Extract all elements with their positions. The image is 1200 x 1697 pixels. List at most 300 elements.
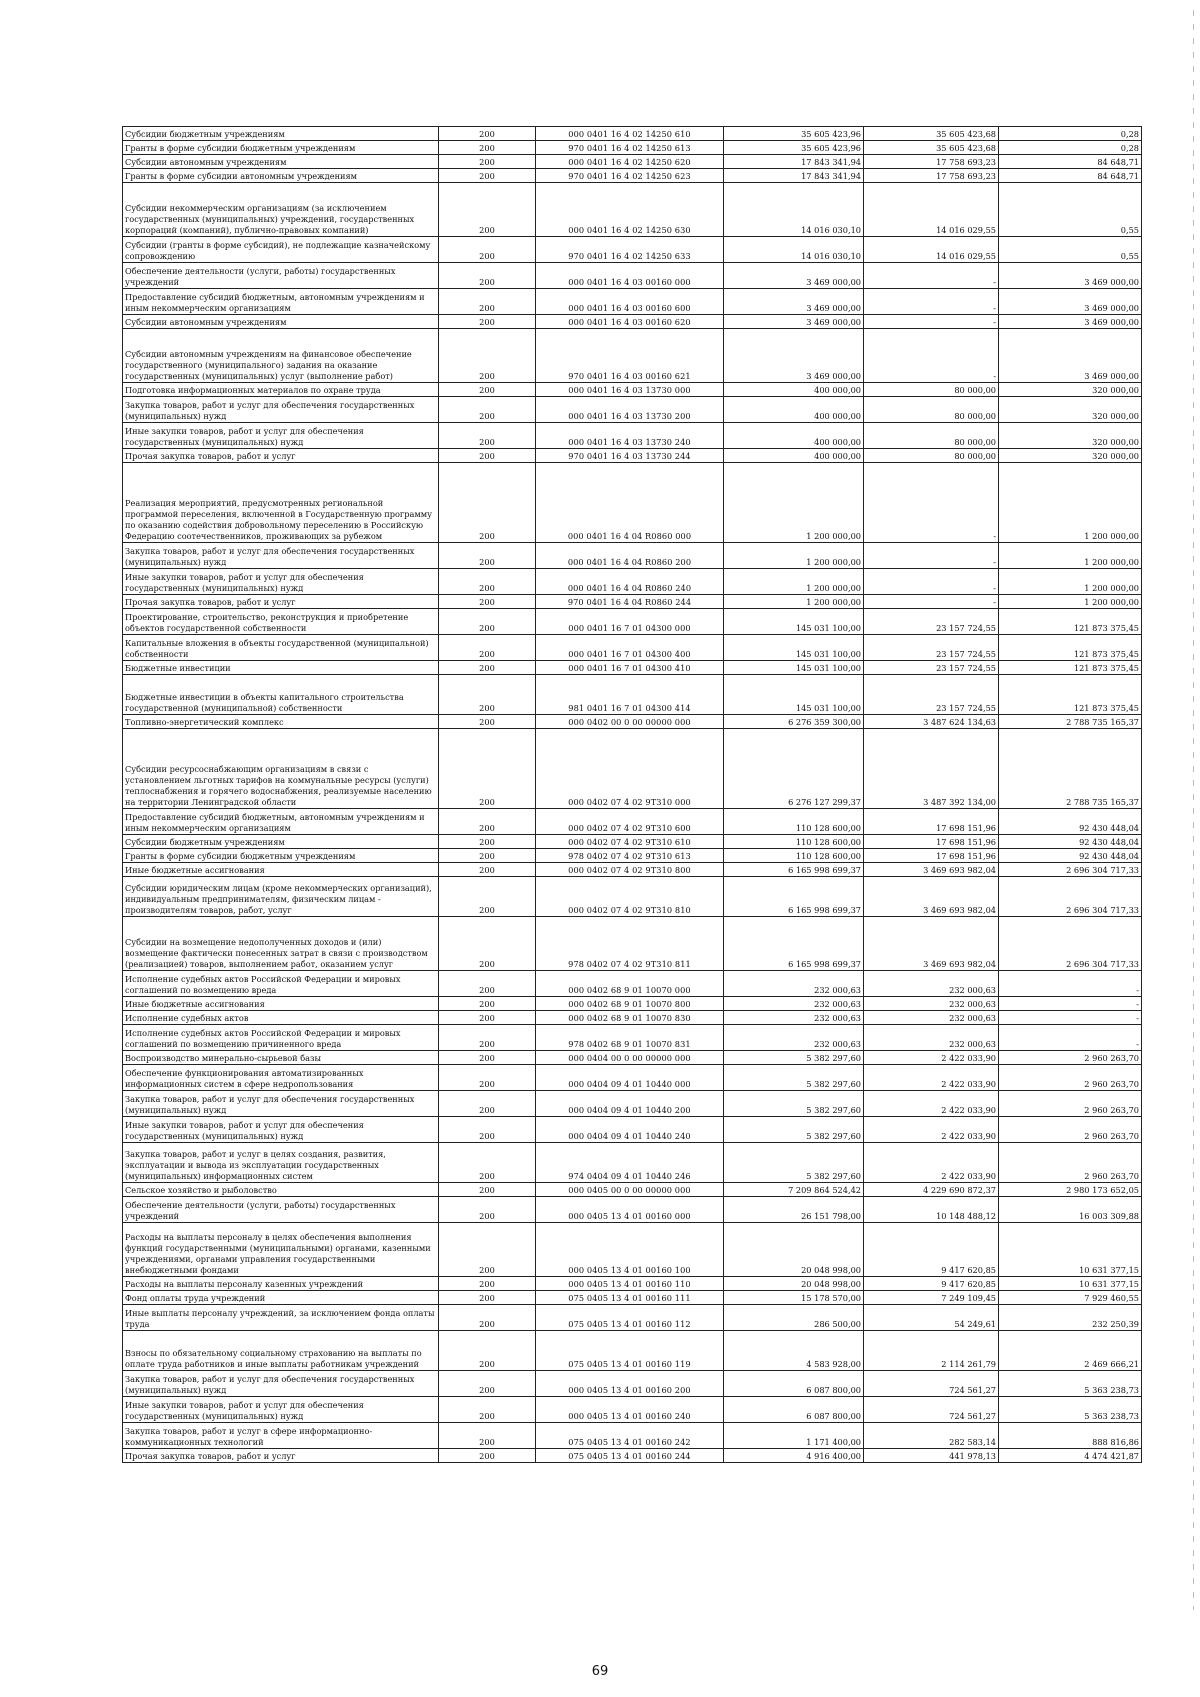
row-approved-amount: 232 000,63 [724, 1011, 864, 1025]
row-executed-amount: 10 148 488,12 [864, 1197, 999, 1223]
row-executed-amount: 17 698 151,96 [864, 809, 999, 835]
row-unexecuted-amount: 1 200 000,00 [999, 543, 1142, 569]
row-executed-amount: 724 561,27 [864, 1397, 999, 1423]
budget-table-wrapper [122, 126, 1141, 1463]
row-name: Иные выплаты персоналу учреждений, за исключением фонда оплаты труда [123, 1305, 439, 1331]
row-name: Исполнение судебных актов Российской Федерации и мировых соглашений по возмещению причиненного вреда [123, 1025, 439, 1051]
row-line-code: 200 [439, 141, 536, 155]
row-line-code: 200 [439, 463, 536, 543]
row-approved-amount: 6 276 359 300,00 [724, 715, 864, 729]
table-row [123, 729, 1142, 809]
row-unexecuted-amount: 2 696 304 717,33 [999, 917, 1142, 971]
row-line-code: 200 [439, 183, 536, 237]
row-unexecuted-amount: 2 980 173 652,05 [999, 1183, 1142, 1197]
row-name: Взносы по обязательному социальному страхованию на выплаты по оплате труда работников и иные выплаты работникам учреждений [123, 1331, 439, 1371]
row-budget-code: 000 0401 16 7 01 04300 000 [536, 609, 724, 635]
row-budget-code: 075 0405 13 4 01 00160 242 [536, 1423, 724, 1449]
row-executed-amount: - [864, 543, 999, 569]
scan-edge-mark [1193, 10, 1194, 1610]
row-budget-code: 000 0401 16 4 03 00160 000 [536, 263, 724, 289]
row-line-code: 200 [439, 1331, 536, 1371]
row-executed-amount: 2 422 033,90 [864, 1117, 999, 1143]
row-line-code: 200 [439, 877, 536, 917]
row-unexecuted-amount: 121 873 375,45 [999, 661, 1142, 675]
row-budget-code: 970 0401 16 4 02 14250 623 [536, 169, 724, 183]
row-executed-amount: 17 758 693,23 [864, 155, 999, 169]
row-name: Топливно-энергетический комплекс [123, 715, 439, 729]
row-approved-amount: 5 382 297,60 [724, 1143, 864, 1183]
row-approved-amount: 232 000,63 [724, 971, 864, 997]
row-executed-amount: 232 000,63 [864, 1011, 999, 1025]
row-name: Субсидии юридическим лицам (кроме некоммерческих организаций), индивидуальным предпринимателям, физическим лицам - производителям товаров, работ, услуг [123, 877, 439, 917]
row-line-code: 200 [439, 675, 536, 715]
row-line-code: 200 [439, 715, 536, 729]
row-budget-code: 000 0401 16 4 03 13730 240 [536, 423, 724, 449]
row-line-code: 200 [439, 1065, 536, 1091]
row-name: Гранты в форме субсидии бюджетным учреждениям [123, 141, 439, 155]
row-budget-code: 000 0405 13 4 01 00160 200 [536, 1371, 724, 1397]
row-unexecuted-amount: 5 363 238,73 [999, 1371, 1142, 1397]
table-row [123, 263, 1142, 289]
row-budget-code: 000 0404 00 0 00 00000 000 [536, 1051, 724, 1065]
table-row [123, 1277, 1142, 1291]
row-executed-amount: 23 157 724,55 [864, 675, 999, 715]
table-row [123, 1143, 1142, 1183]
row-approved-amount: 17 843 341,94 [724, 155, 864, 169]
row-name: Исполнение судебных актов [123, 1011, 439, 1025]
row-unexecuted-amount: 0,55 [999, 237, 1142, 263]
row-name: Закупка товаров, работ и услуг для обеспечения государственных (муниципальных) нужд [123, 543, 439, 569]
row-executed-amount: 35 605 423,68 [864, 127, 999, 141]
row-approved-amount: 35 605 423,96 [724, 141, 864, 155]
row-line-code: 200 [439, 263, 536, 289]
row-budget-code: 000 0404 09 4 01 10440 240 [536, 1117, 724, 1143]
row-budget-code: 000 0405 13 4 01 00160 240 [536, 1397, 724, 1423]
table-row [123, 863, 1142, 877]
table-row [123, 1117, 1142, 1143]
row-executed-amount: 2 422 033,90 [864, 1065, 999, 1091]
row-unexecuted-amount: 2 696 304 717,33 [999, 877, 1142, 917]
row-unexecuted-amount: 0,28 [999, 141, 1142, 155]
row-executed-amount: 9 417 620,85 [864, 1277, 999, 1291]
row-executed-amount: 14 016 029,55 [864, 237, 999, 263]
row-line-code: 200 [439, 809, 536, 835]
table-row [123, 1305, 1142, 1331]
row-line-code: 200 [439, 1051, 536, 1065]
row-unexecuted-amount: 1 200 000,00 [999, 569, 1142, 595]
table-row [123, 715, 1142, 729]
row-name: Исполнение судебных актов Российской Федерации и мировых соглашений по возмещению вреда [123, 971, 439, 997]
row-name: Бюджетные инвестиции в объекты капитального строительства государственной (муниципальной) собственности [123, 675, 439, 715]
row-executed-amount: 282 583,14 [864, 1423, 999, 1449]
row-budget-code: 000 0401 16 4 04 R0860 200 [536, 543, 724, 569]
row-line-code: 200 [439, 383, 536, 397]
row-budget-code: 000 0402 07 4 02 9Т310 000 [536, 729, 724, 809]
table-row [123, 169, 1142, 183]
table-row [123, 1025, 1142, 1051]
row-approved-amount: 110 128 600,00 [724, 809, 864, 835]
row-budget-code: 000 0401 16 4 02 14250 630 [536, 183, 724, 237]
row-executed-amount: 23 157 724,55 [864, 661, 999, 675]
row-unexecuted-amount: 92 430 448,04 [999, 849, 1142, 863]
table-row [123, 595, 1142, 609]
row-executed-amount: - [864, 263, 999, 289]
row-line-code: 200 [439, 543, 536, 569]
table-row [123, 141, 1142, 155]
row-name: Проектирование, строительство, реконструкция и приобретение объектов государственной собственности [123, 609, 439, 635]
row-approved-amount: 286 500,00 [724, 1305, 864, 1331]
row-unexecuted-amount: 84 648,71 [999, 169, 1142, 183]
row-unexecuted-amount: 2 960 263,70 [999, 1051, 1142, 1065]
row-unexecuted-amount: 92 430 448,04 [999, 835, 1142, 849]
row-name: Субсидии бюджетным учреждениям [123, 127, 439, 141]
row-executed-amount: 2 114 261,79 [864, 1331, 999, 1371]
row-approved-amount: 400 000,00 [724, 397, 864, 423]
row-approved-amount: 4 583 928,00 [724, 1331, 864, 1371]
row-approved-amount: 232 000,63 [724, 997, 864, 1011]
row-approved-amount: 1 200 000,00 [724, 569, 864, 595]
row-name: Обеспечение деятельности (услуги, работы) государственных учреждений [123, 263, 439, 289]
row-name: Прочая закупка товаров, работ и услуг [123, 449, 439, 463]
row-line-code: 200 [439, 1091, 536, 1117]
row-executed-amount: 3 469 693 982,04 [864, 877, 999, 917]
row-unexecuted-amount: 92 430 448,04 [999, 809, 1142, 835]
row-approved-amount: 7 209 864 524,42 [724, 1183, 864, 1197]
row-executed-amount: 4 229 690 872,37 [864, 1183, 999, 1197]
row-budget-code: 000 0401 16 7 01 04300 410 [536, 661, 724, 675]
row-unexecuted-amount: 0,28 [999, 127, 1142, 141]
row-line-code: 200 [439, 971, 536, 997]
row-name: Субсидии на возмещение недополученных доходов и (или) возмещение фактически понесенных затрат в связи с производством (реализацией) товаров, выполнением работ, оказанием услуг [123, 917, 439, 971]
row-line-code: 200 [439, 863, 536, 877]
row-line-code: 200 [439, 1025, 536, 1051]
row-budget-code: 000 0401 16 4 02 14250 620 [536, 155, 724, 169]
row-budget-code: 970 0401 16 4 02 14250 613 [536, 141, 724, 155]
table-row [123, 1397, 1142, 1423]
row-unexecuted-amount: 888 816,86 [999, 1423, 1142, 1449]
row-unexecuted-amount: 2 788 735 165,37 [999, 729, 1142, 809]
page-number: 69 [591, 1664, 609, 1679]
row-line-code: 200 [439, 289, 536, 315]
table-row [123, 997, 1142, 1011]
row-executed-amount: - [864, 595, 999, 609]
table-row [123, 661, 1142, 675]
row-executed-amount: 232 000,63 [864, 997, 999, 1011]
row-executed-amount: 54 249,61 [864, 1305, 999, 1331]
table-row [123, 971, 1142, 997]
row-line-code: 200 [439, 997, 536, 1011]
table-row [123, 1371, 1142, 1397]
row-unexecuted-amount: 16 003 309,88 [999, 1197, 1142, 1223]
row-line-code: 200 [439, 449, 536, 463]
row-executed-amount: 7 249 109,45 [864, 1291, 999, 1305]
row-budget-code: 000 0402 68 9 01 10070 800 [536, 997, 724, 1011]
row-name: Сельское хозяйство и рыболовство [123, 1183, 439, 1197]
row-approved-amount: 4 916 400,00 [724, 1449, 864, 1463]
row-name: Иные закупки товаров, работ и услуг для обеспечения государственных (муниципальных) нужд [123, 423, 439, 449]
table-row [123, 1065, 1142, 1091]
budget-execution-table [122, 126, 1142, 1463]
row-approved-amount: 6 276 127 299,37 [724, 729, 864, 809]
row-unexecuted-amount: 1 200 000,00 [999, 463, 1142, 543]
row-budget-code: 075 0405 13 4 01 00160 119 [536, 1331, 724, 1371]
row-unexecuted-amount: 320 000,00 [999, 423, 1142, 449]
row-approved-amount: 232 000,63 [724, 1025, 864, 1051]
row-approved-amount: 110 128 600,00 [724, 835, 864, 849]
row-executed-amount: 3 487 624 134,63 [864, 715, 999, 729]
row-line-code: 200 [439, 635, 536, 661]
row-budget-code: 075 0405 13 4 01 00160 112 [536, 1305, 724, 1331]
row-name: Обеспечение функционирования автоматизированных информационных систем в сфере недропользования [123, 1065, 439, 1091]
row-name: Субсидии ресурсоснабжающим организациям в связи с установлением льготных тарифов на коммунальные ресурсы (услуги) теплоснабжения и горячего водоснабжения, реализуемые населению на территории Ленинградской области [123, 729, 439, 809]
row-line-code: 200 [439, 1371, 536, 1397]
row-budget-code: 000 0405 13 4 01 00160 100 [536, 1223, 724, 1277]
row-executed-amount: 232 000,63 [864, 971, 999, 997]
row-unexecuted-amount: 4 474 421,87 [999, 1449, 1142, 1463]
row-unexecuted-amount: 2 788 735 165,37 [999, 715, 1142, 729]
row-budget-code: 000 0401 16 7 01 04300 400 [536, 635, 724, 661]
row-executed-amount: 17 698 151,96 [864, 835, 999, 849]
table-row [123, 675, 1142, 715]
table-row [123, 543, 1142, 569]
row-budget-code: 000 0405 00 0 00 00000 000 [536, 1183, 724, 1197]
row-approved-amount: 3 469 000,00 [724, 289, 864, 315]
row-approved-amount: 145 031 100,00 [724, 635, 864, 661]
row-approved-amount: 5 382 297,60 [724, 1051, 864, 1065]
table-row [123, 809, 1142, 835]
row-approved-amount: 400 000,00 [724, 449, 864, 463]
row-executed-amount: 3 469 693 982,04 [864, 863, 999, 877]
row-name: Фонд оплаты труда учреждений [123, 1291, 439, 1305]
row-executed-amount: - [864, 315, 999, 329]
row-unexecuted-amount: 10 631 377,15 [999, 1223, 1142, 1277]
row-unexecuted-amount: 3 469 000,00 [999, 263, 1142, 289]
row-name: Субсидии бюджетным учреждениям [123, 835, 439, 849]
row-line-code: 200 [439, 1423, 536, 1449]
row-unexecuted-amount: - [999, 997, 1142, 1011]
row-line-code: 200 [439, 1011, 536, 1025]
row-budget-code: 000 0402 00 0 00 00000 000 [536, 715, 724, 729]
row-name: Подготовка информационных материалов по охране труда [123, 383, 439, 397]
row-unexecuted-amount: 121 873 375,45 [999, 635, 1142, 661]
row-line-code: 200 [439, 609, 536, 635]
row-unexecuted-amount: 10 631 377,15 [999, 1277, 1142, 1291]
row-line-code: 200 [439, 1223, 536, 1277]
row-line-code: 200 [439, 1183, 536, 1197]
row-approved-amount: 6 087 800,00 [724, 1397, 864, 1423]
row-name: Воспроизводство минерально-сырьевой базы [123, 1051, 439, 1065]
row-approved-amount: 5 382 297,60 [724, 1091, 864, 1117]
row-unexecuted-amount: 2 696 304 717,33 [999, 863, 1142, 877]
row-executed-amount: 17 758 693,23 [864, 169, 999, 183]
row-executed-amount: 232 000,63 [864, 1025, 999, 1051]
row-approved-amount: 145 031 100,00 [724, 609, 864, 635]
row-executed-amount: 17 698 151,96 [864, 849, 999, 863]
row-approved-amount: 6 087 800,00 [724, 1371, 864, 1397]
row-budget-code: 000 0402 07 4 02 9Т310 810 [536, 877, 724, 917]
table-row [123, 1011, 1142, 1025]
row-approved-amount: 5 382 297,60 [724, 1065, 864, 1091]
row-approved-amount: 3 469 000,00 [724, 329, 864, 383]
row-approved-amount: 35 605 423,96 [724, 127, 864, 141]
table-row [123, 635, 1142, 661]
row-name: Прочая закупка товаров, работ и услуг [123, 595, 439, 609]
row-approved-amount: 3 469 000,00 [724, 263, 864, 289]
row-unexecuted-amount: 320 000,00 [999, 397, 1142, 423]
row-line-code: 200 [439, 127, 536, 141]
row-executed-amount: 2 422 033,90 [864, 1143, 999, 1183]
row-unexecuted-amount: 0,55 [999, 183, 1142, 237]
row-line-code: 200 [439, 595, 536, 609]
row-budget-code: 000 0404 09 4 01 10440 200 [536, 1091, 724, 1117]
row-budget-code: 000 0401 16 4 03 13730 200 [536, 397, 724, 423]
row-line-code: 200 [439, 835, 536, 849]
table-row [123, 877, 1142, 917]
row-name: Закупка товаров, работ и услуг в сфере информационно-коммуникационных технологий [123, 1423, 439, 1449]
row-approved-amount: 145 031 100,00 [724, 661, 864, 675]
row-budget-code: 000 0402 07 4 02 9Т310 600 [536, 809, 724, 835]
row-approved-amount: 1 200 000,00 [724, 463, 864, 543]
row-executed-amount: 23 157 724,55 [864, 635, 999, 661]
table-row [123, 1051, 1142, 1065]
row-approved-amount: 145 031 100,00 [724, 675, 864, 715]
table-row [123, 569, 1142, 595]
row-budget-code: 000 0402 07 4 02 9Т310 610 [536, 835, 724, 849]
row-name: Субсидии автономным учреждениям [123, 315, 439, 329]
row-name: Иные закупки товаров, работ и услуг для обеспечения государственных (муниципальных) нужд [123, 569, 439, 595]
row-approved-amount: 110 128 600,00 [724, 849, 864, 863]
row-executed-amount: 441 978,13 [864, 1449, 999, 1463]
row-name: Предоставление субсидий бюджетным, автономным учреждениям и иным некоммерческим организациям [123, 289, 439, 315]
row-unexecuted-amount: 320 000,00 [999, 449, 1142, 463]
row-unexecuted-amount: 1 200 000,00 [999, 595, 1142, 609]
row-executed-amount: 724 561,27 [864, 1371, 999, 1397]
row-name: Иные бюджетные ассигнования [123, 863, 439, 877]
table-row [123, 329, 1142, 383]
row-name: Капитальные вложения в объекты государственной (муниципальной) собственности [123, 635, 439, 661]
row-name: Бюджетные инвестиции [123, 661, 439, 675]
row-line-code: 200 [439, 1449, 536, 1463]
row-unexecuted-amount: 121 873 375,45 [999, 609, 1142, 635]
row-name: Реализация мероприятий, предусмотренных региональной программой переселения, включенной в Государственную программу по оказанию содействия добровольному переселению в Российскую Федерацию соотечественников, проживающих за рубежом [123, 463, 439, 543]
row-name: Субсидии автономным учреждениям на финансовое обеспечение государственного (муниципального) задания на оказание государственных (муниципальных) услуг (выполнение работ) [123, 329, 439, 383]
row-approved-amount: 1 200 000,00 [724, 543, 864, 569]
table-row [123, 1331, 1142, 1371]
row-budget-code: 981 0401 16 7 01 04300 414 [536, 675, 724, 715]
row-executed-amount: 9 417 620,85 [864, 1223, 999, 1277]
row-approved-amount: 6 165 998 699,37 [724, 877, 864, 917]
row-executed-amount: 80 000,00 [864, 397, 999, 423]
table-row [123, 237, 1142, 263]
row-budget-code: 075 0405 13 4 01 00160 111 [536, 1291, 724, 1305]
row-executed-amount: 3 469 693 982,04 [864, 917, 999, 971]
table-row [123, 917, 1142, 971]
row-budget-code: 000 0401 16 4 04 R0860 000 [536, 463, 724, 543]
row-approved-amount: 5 382 297,60 [724, 1117, 864, 1143]
row-line-code: 200 [439, 1197, 536, 1223]
table-row [123, 315, 1142, 329]
row-line-code: 200 [439, 1291, 536, 1305]
table-row [123, 835, 1142, 849]
row-budget-code: 970 0401 16 4 02 14250 633 [536, 237, 724, 263]
table-body [123, 127, 1142, 1463]
row-executed-amount: 35 605 423,68 [864, 141, 999, 155]
row-approved-amount: 26 151 798,00 [724, 1197, 864, 1223]
row-executed-amount: 3 487 392 134,00 [864, 729, 999, 809]
row-unexecuted-amount: 3 469 000,00 [999, 329, 1142, 383]
row-name: Гранты в форме субсидии автономным учреждениям [123, 169, 439, 183]
row-budget-code: 978 0402 68 9 01 10070 831 [536, 1025, 724, 1051]
table-row [123, 849, 1142, 863]
table-row [123, 1197, 1142, 1223]
row-name: Гранты в форме субсидии бюджетным учреждениям [123, 849, 439, 863]
row-executed-amount: - [864, 569, 999, 595]
row-approved-amount: 400 000,00 [724, 383, 864, 397]
row-name: Иные закупки товаров, работ и услуг для обеспечения государственных (муниципальных) нужд [123, 1397, 439, 1423]
table-row [123, 155, 1142, 169]
row-name: Прочая закупка товаров, работ и услуг [123, 1449, 439, 1463]
row-name: Закупка товаров, работ и услуг в целях создания, развития, эксплуатации и вывода из эксплуатации государственных (муниципальных) информационных систем [123, 1143, 439, 1183]
row-executed-amount: 80 000,00 [864, 423, 999, 449]
row-approved-amount: 14 016 030,10 [724, 183, 864, 237]
table-row [123, 463, 1142, 543]
table-row [123, 423, 1142, 449]
row-executed-amount: 2 422 033,90 [864, 1091, 999, 1117]
row-name: Субсидии (гранты в форме субсидий), не подлежащие казначейскому сопровождению [123, 237, 439, 263]
row-unexecuted-amount: 2 469 666,21 [999, 1331, 1142, 1371]
row-unexecuted-amount: 232 250,39 [999, 1305, 1142, 1331]
table-row [123, 1091, 1142, 1117]
row-line-code: 200 [439, 329, 536, 383]
row-budget-code: 978 0402 07 4 02 9Т310 811 [536, 917, 724, 971]
row-approved-amount: 14 016 030,10 [724, 237, 864, 263]
row-executed-amount: 14 016 029,55 [864, 183, 999, 237]
table-row [123, 397, 1142, 423]
row-name: Обеспечение деятельности (услуги, работы) государственных учреждений [123, 1197, 439, 1223]
row-unexecuted-amount: 121 873 375,45 [999, 675, 1142, 715]
row-unexecuted-amount: 7 929 460,55 [999, 1291, 1142, 1305]
row-unexecuted-amount: 3 469 000,00 [999, 289, 1142, 315]
row-budget-code: 970 0401 16 4 03 13730 244 [536, 449, 724, 463]
row-line-code: 200 [439, 1397, 536, 1423]
row-name: Закупка товаров, работ и услуг для обеспечения государственных (муниципальных) нужд [123, 397, 439, 423]
row-line-code: 200 [439, 849, 536, 863]
row-unexecuted-amount: - [999, 971, 1142, 997]
row-budget-code: 000 0401 16 4 04 R0860 240 [536, 569, 724, 595]
row-name: Субсидии некоммерческим организациям (за исключением государственных (муниципальных) учреждений, государственных корпораций (компаний), публично-правовых компаний) [123, 183, 439, 237]
table-row [123, 1183, 1142, 1197]
row-budget-code: 000 0404 09 4 01 10440 000 [536, 1065, 724, 1091]
row-name: Расходы на выплаты персоналу в целях обеспечения выполнения функций государственными (муниципальными) органами, казенными учреждениями, органами управления государственными внебюджетными фондами [123, 1223, 439, 1277]
row-budget-code: 970 0401 16 4 03 00160 621 [536, 329, 724, 383]
table-row [123, 1449, 1142, 1463]
row-line-code: 200 [439, 237, 536, 263]
row-approved-amount: 6 165 998 699,37 [724, 863, 864, 877]
row-budget-code: 978 0402 07 4 02 9Т310 613 [536, 849, 724, 863]
row-budget-code: 970 0401 16 4 04 R0860 244 [536, 595, 724, 609]
table-row [123, 1423, 1142, 1449]
row-line-code: 200 [439, 423, 536, 449]
row-approved-amount: 20 048 998,00 [724, 1223, 864, 1277]
row-unexecuted-amount: - [999, 1011, 1142, 1025]
row-line-code: 200 [439, 569, 536, 595]
table-row [123, 449, 1142, 463]
row-unexecuted-amount: 2 960 263,70 [999, 1117, 1142, 1143]
row-unexecuted-amount: 5 363 238,73 [999, 1397, 1142, 1423]
row-line-code: 200 [439, 1117, 536, 1143]
row-budget-code: 000 0405 13 4 01 00160 000 [536, 1197, 724, 1223]
table-row [123, 1291, 1142, 1305]
